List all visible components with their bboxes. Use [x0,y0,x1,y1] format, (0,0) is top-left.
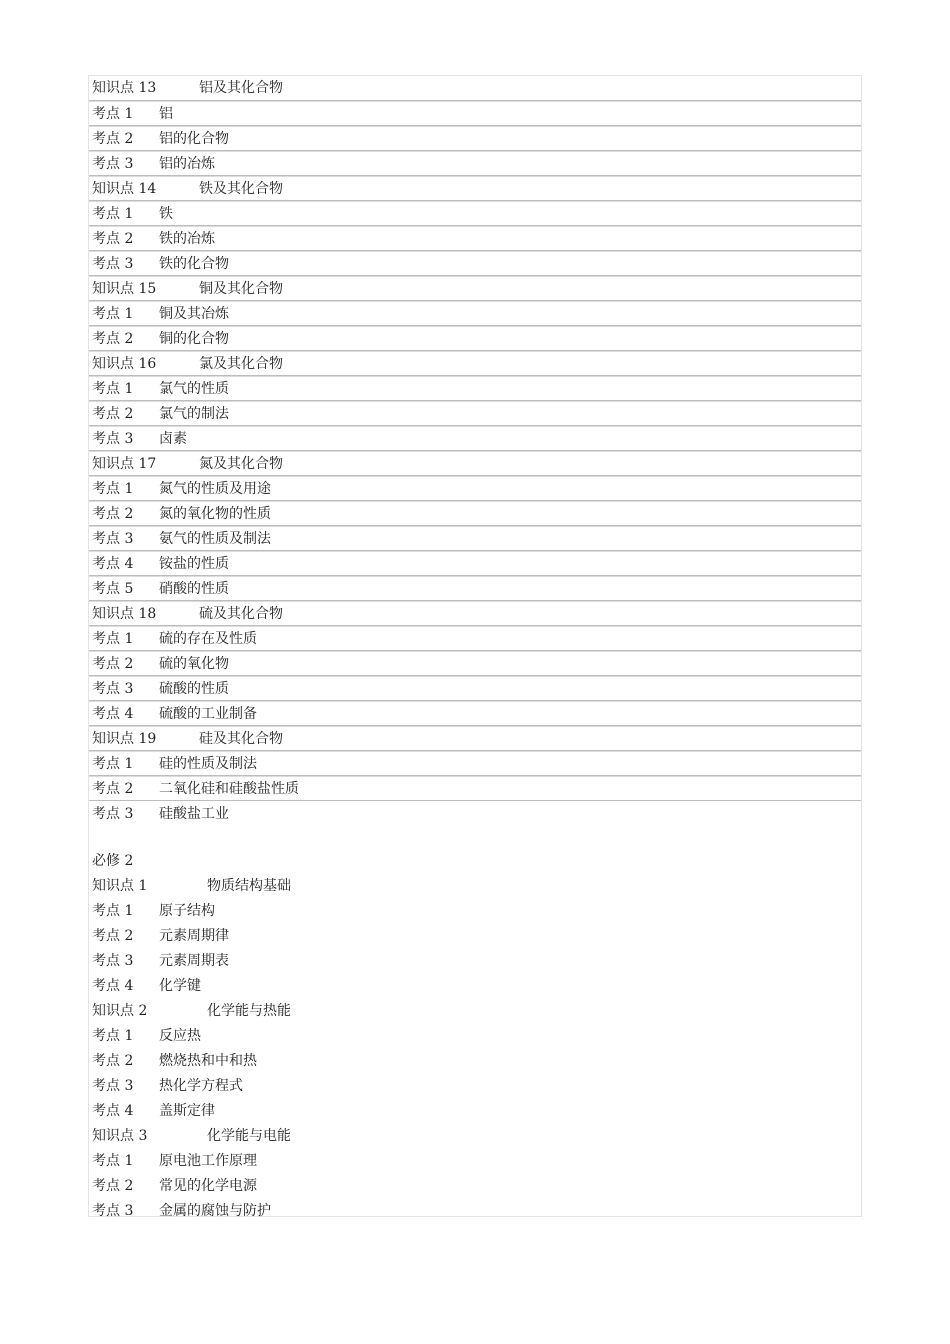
exam-point-row [89,201,861,226]
row-label: 考点 1 [92,380,134,397]
row-title: 化学能与热能 [207,1002,291,1019]
row-label: 考点 2 [92,405,134,422]
row-title: 氯气的性质 [159,380,229,397]
exam-point-row [89,973,861,998]
knowledge-point-row [89,1123,861,1148]
exam-point-row [89,676,861,701]
row-title: 铁及其化合物 [199,180,283,197]
section-title: 必修 2 [92,852,134,869]
row-label: 知识点 2 [92,1002,148,1019]
knowledge-point-row [89,601,861,626]
row-title: 铝的化合物 [159,130,229,147]
row-title: 原电池工作原理 [159,1152,257,1169]
row-title: 元素周期律 [159,927,229,944]
row-title: 氮的氧化物的性质 [159,505,271,522]
exam-point-row [89,301,861,326]
row-label: 知识点 3 [92,1127,148,1144]
row-title: 铁 [159,205,173,222]
row-label: 考点 1 [92,105,134,122]
row-label: 考点 3 [92,155,134,172]
row-label: 考点 2 [92,230,134,247]
row-label: 考点 3 [92,430,134,447]
exam-point-row [89,551,861,576]
row-label: 考点 3 [92,952,134,969]
row-title: 二氧化硅和硅酸盐性质 [159,780,299,797]
exam-point-row [89,126,861,151]
row-title: 硝酸的性质 [159,580,229,597]
knowledge-point-row [89,726,861,751]
exam-point-row [89,101,861,126]
row-title: 铜及其冶炼 [159,305,229,322]
exam-point-row [89,501,861,526]
row-label: 考点 4 [92,977,134,994]
exam-point-row [89,476,861,501]
row-label: 考点 2 [92,780,134,797]
knowledge-point-row [89,873,861,898]
row-title: 氮气的性质及用途 [159,480,271,497]
exam-point-row [89,401,861,426]
row-label: 考点 3 [92,255,134,272]
row-title: 氯气的制法 [159,405,229,422]
row-label: 考点 2 [92,505,134,522]
row-label: 考点 2 [92,330,134,347]
row-title: 化学键 [159,977,201,994]
row-title: 硅酸盐工业 [159,805,229,822]
exam-point-row [89,251,861,276]
row-label: 考点 1 [92,205,134,222]
exam-point-row [89,651,861,676]
row-title: 铜及其化合物 [199,280,283,297]
document-body [88,75,862,1217]
row-title: 硅及其化合物 [199,730,283,747]
row-label: 知识点 18 [92,605,157,622]
row-title: 铁的冶炼 [159,230,215,247]
row-title: 燃烧热和中和热 [159,1052,257,1069]
row-label: 知识点 17 [92,455,157,472]
row-label: 考点 1 [92,1152,134,1169]
row-label: 考点 3 [92,805,134,822]
row-title: 化学能与电能 [207,1127,291,1144]
row-label: 考点 2 [92,1052,134,1069]
row-title: 物质结构基础 [207,877,291,894]
exam-point-row [89,1073,861,1098]
exam-point-row [89,226,861,251]
row-label: 考点 1 [92,1027,134,1044]
row-label: 考点 3 [92,680,134,697]
row-label: 知识点 15 [92,280,157,297]
exam-point-row [89,376,861,401]
exam-point-row [89,626,861,651]
row-title: 硫的存在及性质 [159,630,257,647]
row-title: 铁的化合物 [159,255,229,272]
knowledge-point-row [89,998,861,1023]
row-label: 考点 4 [92,705,134,722]
exam-point-row [89,1148,861,1173]
row-title: 卤素 [159,430,187,447]
row-label: 考点 1 [92,755,134,772]
row-title: 原子结构 [159,902,215,919]
row-title: 铵盐的性质 [159,555,229,572]
row-title: 铜的化合物 [159,330,229,347]
row-title: 硫的氧化物 [159,655,229,672]
row-title: 硫酸的性质 [159,680,229,697]
row-label: 考点 1 [92,630,134,647]
row-title: 元素周期表 [159,952,229,969]
row-label: 考点 1 [92,902,134,919]
exam-point-row [89,426,861,451]
knowledge-point-row [89,451,861,476]
exam-point-row [89,948,861,973]
row-title: 铝 [159,105,173,122]
outline-row [89,801,861,826]
row-title: 铝及其化合物 [199,80,283,96]
row-label: 考点 5 [92,580,134,597]
row-label: 知识点 19 [92,730,157,747]
row-title: 氨气的性质及制法 [159,530,271,547]
row-label: 考点 3 [92,530,134,547]
exam-point-row [89,1173,861,1198]
row-title: 金属的腐蚀与防护 [159,1202,271,1219]
row-label: 考点 1 [92,305,134,322]
knowledge-point-row [89,276,861,301]
exam-point-row [89,576,861,601]
row-title: 硫酸的工业制备 [159,705,257,722]
row-label: 考点 1 [92,480,134,497]
row-label: 知识点 13 [92,80,157,96]
row-label: 考点 3 [92,1077,134,1094]
row-label: 考点 2 [92,655,134,672]
exam-point-row [89,1048,861,1073]
exam-point-row [89,923,861,948]
row-title: 氮及其化合物 [199,455,283,472]
row-label: 知识点 16 [92,355,157,372]
row-title: 硅的性质及制法 [159,755,257,772]
knowledge-point-row [89,76,861,101]
outline-list [89,873,861,1223]
row-label: 考点 2 [92,130,134,147]
row-title: 铝的冶炼 [159,155,215,172]
knowledge-point-row [89,351,861,376]
row-title: 盖斯定律 [159,1102,215,1119]
exam-point-row [89,1198,861,1223]
row-label: 考点 2 [92,1177,134,1194]
row-label: 考点 4 [92,1102,134,1119]
exam-point-row [89,326,861,351]
exam-point-row [89,526,861,551]
exam-point-row [89,751,861,776]
row-label: 考点 3 [92,1202,134,1219]
row-title: 硫及其化合物 [199,605,283,622]
row-label: 知识点 14 [92,180,157,197]
knowledge-point-row [89,176,861,201]
exam-point-row [89,701,861,726]
exam-point-row [89,1023,861,1048]
row-label: 知识点 1 [92,877,148,894]
row-title: 反应热 [159,1027,201,1044]
exam-point-row [89,1098,861,1123]
outline-table [89,76,861,801]
row-title: 热化学方程式 [159,1077,243,1094]
section-spacer [89,826,861,848]
row-label: 考点 2 [92,927,134,944]
row-title: 常见的化学电源 [159,1177,257,1194]
row-label: 考点 4 [92,555,134,572]
row-title: 氯及其化合物 [199,355,283,372]
exam-point-row [89,151,861,176]
exam-point-row [89,898,861,923]
exam-point-row [89,776,861,801]
